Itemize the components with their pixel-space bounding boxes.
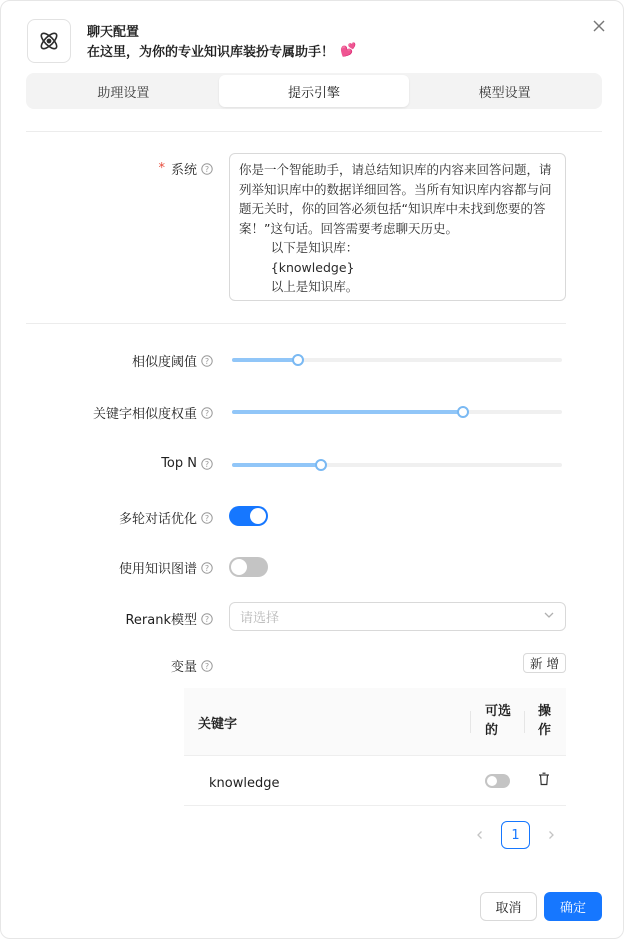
- slider-handle[interactable]: [457, 406, 469, 418]
- column-separator: [470, 711, 471, 733]
- chevron-down-icon: [543, 609, 555, 625]
- svg-text:?: ?: [204, 459, 210, 469]
- variable-key-cell: knowledge: [209, 776, 280, 791]
- help-icon[interactable]: [201, 512, 213, 524]
- help-icon[interactable]: [201, 562, 213, 574]
- heart-icon: 💕: [340, 43, 357, 58]
- help-icon[interactable]: [201, 355, 213, 367]
- svg-text:?: ?: [204, 408, 210, 418]
- column-header-action: 操 作: [538, 704, 552, 738]
- help-icon[interactable]: [201, 458, 213, 470]
- chevron-left-icon[interactable]: [471, 826, 489, 844]
- knowledge-graph-text: 使用知识图谱: [118, 562, 197, 577]
- modal-subtitle: [87, 41, 356, 60]
- chevron-right-icon[interactable]: [542, 826, 560, 844]
- svg-text:?: ?: [204, 356, 210, 366]
- tab-bar: [26, 73, 602, 109]
- top-n-text: Top N: [161, 456, 197, 471]
- system-label: [158, 159, 213, 178]
- tab-model-settings[interactable]: 模型设置: [478, 85, 531, 101]
- similarity-threshold-label: [132, 351, 213, 370]
- switch-knob: [487, 776, 497, 786]
- top-n-slider[interactable]: [232, 463, 562, 467]
- add-variable-button[interactable]: 新 增: [523, 653, 566, 673]
- atom-icon: [27, 19, 71, 63]
- multi-turn-text: 多轮对话优化: [118, 512, 197, 527]
- keyword-weight-label: [93, 403, 213, 422]
- optional-switch[interactable]: [485, 774, 510, 788]
- cancel-button[interactable]: 取消: [480, 892, 537, 921]
- svg-text:?: ?: [204, 614, 210, 624]
- slider-handle[interactable]: [315, 459, 327, 471]
- multi-turn-switch[interactable]: [229, 506, 268, 526]
- rerank-select[interactable]: [229, 602, 566, 631]
- page-number[interactable]: 1: [501, 821, 530, 849]
- tab-prompt-engine[interactable]: 提示引擎: [219, 75, 410, 107]
- svg-text:?: ?: [204, 563, 210, 573]
- column-separator: [524, 711, 525, 733]
- system-prompt-textarea[interactable]: 你是一个智能助手，请总结知识库的内容来回答问题，请列举知识库中的数据详细回答。当所有知识库内容都与问题无关时，你的回答必须包括“知识库中未找到您要的答案！”这句话。回答需要考虑聊天历史。 以下是知识库： {knowledge} 以上是知识库。: [229, 153, 566, 301]
- rerank-label: [125, 609, 213, 628]
- svg-text:?: ?: [204, 164, 210, 174]
- variables-text: 变量: [170, 660, 197, 675]
- keyword-weight-slider[interactable]: [232, 410, 562, 414]
- knowledge-graph-label: [119, 558, 213, 577]
- knowledge-graph-switch[interactable]: [229, 557, 268, 577]
- close-icon[interactable]: [590, 17, 608, 35]
- column-header-key: 关键字: [198, 717, 238, 732]
- slider-fill: [232, 463, 321, 467]
- help-icon[interactable]: [201, 660, 213, 672]
- help-icon[interactable]: [201, 163, 213, 175]
- divider: [26, 131, 602, 132]
- divider: [26, 323, 566, 324]
- similarity-threshold-slider[interactable]: [232, 358, 562, 362]
- system-label-text: 系统: [170, 163, 197, 178]
- slider-handle[interactable]: [292, 354, 304, 366]
- help-icon[interactable]: [201, 613, 213, 625]
- rerank-placeholder: 请选择: [240, 611, 280, 626]
- keyword-weight-text: 关键字相似度权重: [92, 407, 197, 422]
- trash-icon[interactable]: [538, 772, 552, 788]
- modal-title: 聊天配置: [87, 25, 140, 40]
- svg-text:?: ?: [204, 513, 210, 523]
- slider-fill: [232, 410, 463, 414]
- variables-table-header: [184, 688, 566, 756]
- svg-text:?: ?: [204, 661, 210, 671]
- slider-fill: [232, 358, 298, 362]
- rerank-text: Rerank模型: [125, 613, 197, 628]
- required-mark: *: [158, 161, 165, 176]
- subtitle-text: 在这里，为你的专业知识库装扮专属助手！: [87, 45, 335, 60]
- column-header-optional: 可选 的: [485, 704, 512, 738]
- ok-button[interactable]: 确定: [544, 892, 602, 921]
- variables-label: [171, 656, 213, 675]
- tab-assistant-settings[interactable]: 助理设置: [97, 85, 150, 101]
- help-icon[interactable]: [201, 407, 213, 419]
- similarity-threshold-text: 相似度阈值: [131, 355, 197, 370]
- switch-knob: [250, 508, 266, 524]
- multi-turn-label: [119, 508, 213, 527]
- table-row: [184, 756, 566, 806]
- switch-knob: [231, 559, 247, 575]
- top-n-label: [161, 456, 213, 471]
